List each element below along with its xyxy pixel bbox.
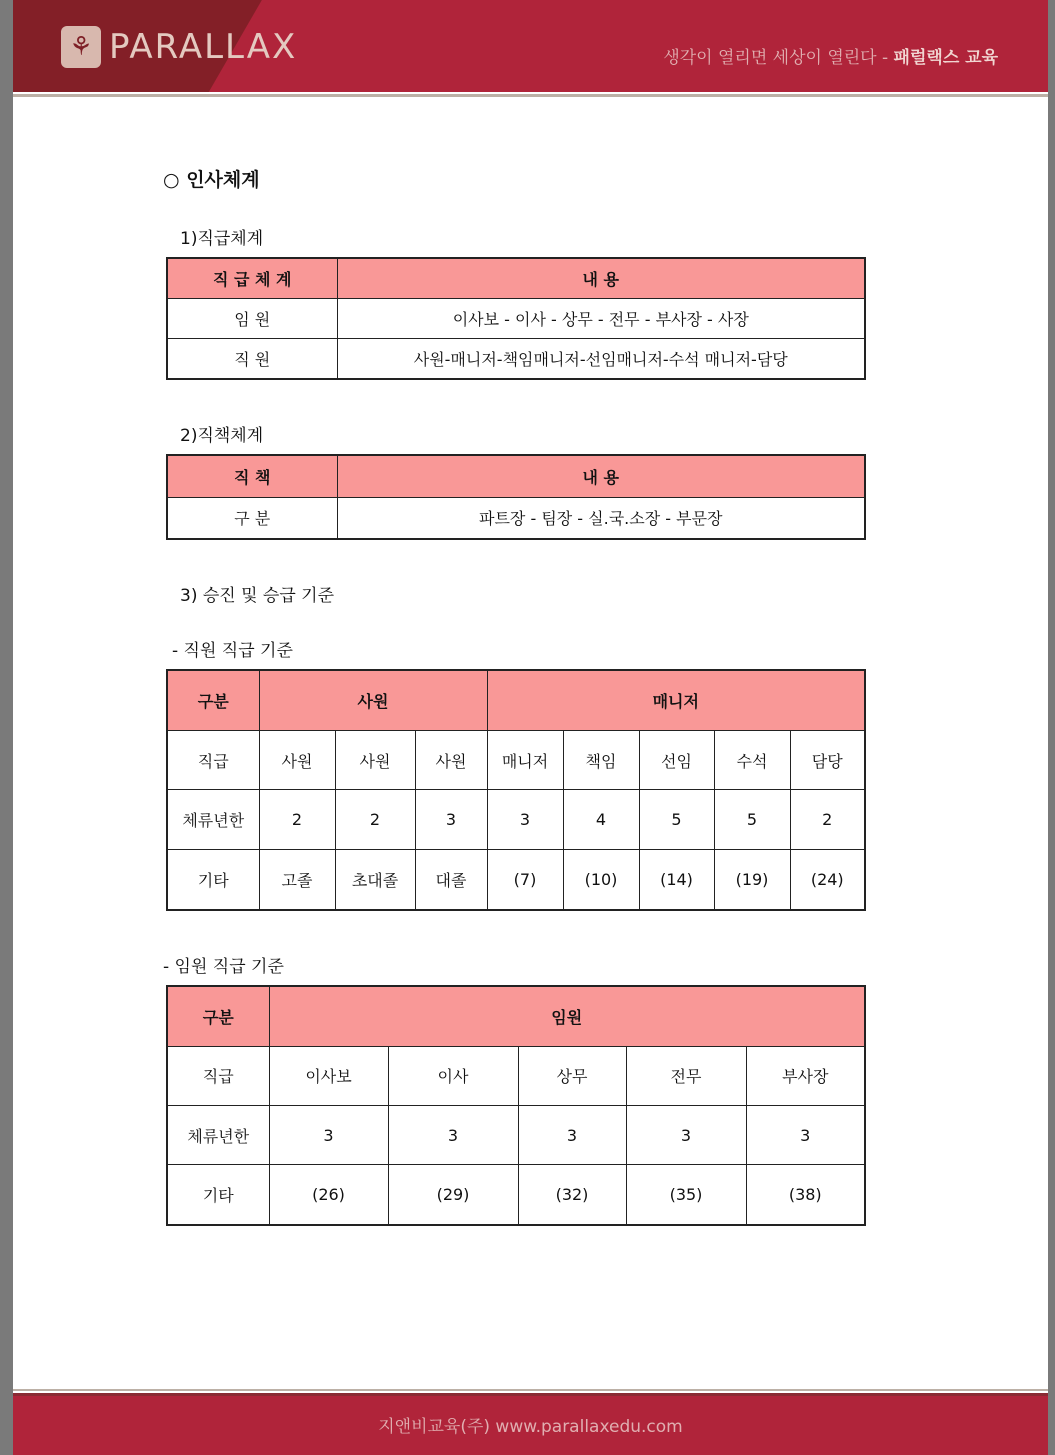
grade-system-heading: 1)직급체계	[180, 229, 264, 249]
header-cell: 사원	[259, 670, 487, 731]
header-cell: 직 급 체 계	[167, 258, 337, 299]
cell: 수석	[714, 731, 790, 790]
cell: 구 분	[167, 497, 337, 539]
cell: 사원	[415, 731, 487, 790]
cell: 사원-매니저-책임매니저-선임매니저-수석 매니저-담당	[337, 338, 865, 379]
cell: 기타	[167, 849, 259, 910]
cell: 3	[626, 1105, 746, 1164]
position-system-table	[166, 454, 866, 540]
table-row	[167, 1105, 865, 1164]
cell: 담당	[790, 731, 865, 790]
cell: 3	[746, 1105, 865, 1164]
table-header-row	[167, 986, 865, 1046]
cell: 5	[714, 790, 790, 849]
cell: 체류년한	[167, 1105, 269, 1164]
footer-text: 지앤비교육(주) www.parallaxedu.com	[378, 1417, 683, 1437]
cell: 선임	[639, 731, 714, 790]
cell: 직급	[167, 1046, 269, 1105]
staff-criteria-table	[166, 669, 866, 911]
table-row	[167, 497, 865, 539]
cell: (29)	[388, 1165, 518, 1225]
cell: 고졸	[259, 849, 335, 910]
header-divider	[13, 94, 1048, 97]
cell: 사원	[335, 731, 415, 790]
cell: 2	[335, 790, 415, 849]
position-system-heading: 2)직책체계	[180, 426, 264, 446]
table-row	[167, 1046, 865, 1105]
cell: 3	[487, 790, 563, 849]
cell: 이사보 - 이사 - 상무 - 전무 - 부사장 - 사장	[337, 299, 865, 339]
header-cell: 구분	[167, 670, 259, 731]
cell: 사원	[259, 731, 335, 790]
logo-figure-icon: ⚘	[61, 26, 101, 68]
header-banner	[13, 0, 1048, 92]
staff-criteria-heading: - 직원 직급 기준	[172, 641, 293, 661]
cell: 초대졸	[335, 849, 415, 910]
cell: 직 원	[167, 338, 337, 379]
footer-banner	[13, 1393, 1048, 1455]
parallax-logo	[61, 26, 297, 68]
cell: 직급	[167, 731, 259, 790]
grade-system-table	[166, 257, 866, 380]
table-row	[167, 790, 865, 849]
cell: 이사보	[269, 1046, 388, 1105]
slogan-text: 생각이 열리면 세상이 열린다 -	[663, 48, 889, 68]
cell: 전무	[626, 1046, 746, 1105]
exec-criteria-heading: - 임원 직급 기준	[163, 957, 284, 977]
exec-criteria-table	[166, 985, 866, 1226]
cell: 3	[269, 1105, 388, 1164]
cell: 이사	[388, 1046, 518, 1105]
cell: 상무	[518, 1046, 626, 1105]
header-cell: 내 용	[337, 455, 865, 497]
header-cell: 구분	[167, 986, 269, 1046]
table-header-row	[167, 670, 865, 731]
cell: 기타	[167, 1165, 269, 1225]
cell: 3	[415, 790, 487, 849]
cell: 3	[388, 1105, 518, 1164]
cell: 대졸	[415, 849, 487, 910]
table-row	[167, 338, 865, 379]
cell: (38)	[746, 1165, 865, 1225]
cell: 2	[790, 790, 865, 849]
cell: 매니저	[487, 731, 563, 790]
table-row	[167, 1165, 865, 1225]
cell: 5	[639, 790, 714, 849]
header-cell: 내 용	[337, 258, 865, 299]
cell: 부사장	[746, 1046, 865, 1105]
promotion-heading: 3) 승진 및 승급 기준	[180, 586, 335, 606]
cell: 체류년한	[167, 790, 259, 849]
cell: 4	[563, 790, 639, 849]
section-title: ○ 인사체계	[163, 169, 260, 191]
cell: (26)	[269, 1165, 388, 1225]
cell: (10)	[563, 849, 639, 910]
table-row	[167, 849, 865, 910]
cell: (35)	[626, 1165, 746, 1225]
table-header-row	[167, 258, 865, 299]
table-row	[167, 731, 865, 790]
cell: (14)	[639, 849, 714, 910]
table-row	[167, 299, 865, 339]
table-header-row	[167, 455, 865, 497]
cell: 파트장 - 팀장 - 실.국.소장 - 부문장	[337, 497, 865, 539]
slogan	[663, 43, 998, 68]
cell: 임 원	[167, 299, 337, 339]
cell: (7)	[487, 849, 563, 910]
cell: (32)	[518, 1165, 626, 1225]
cell: (19)	[714, 849, 790, 910]
brand-name: 패럴랙스 교육	[893, 48, 998, 68]
cell: 2	[259, 790, 335, 849]
header-cell: 직 책	[167, 455, 337, 497]
cell: (24)	[790, 849, 865, 910]
footer-divider	[13, 1389, 1048, 1391]
header-cell: 임원	[269, 986, 865, 1046]
header-cell: 매니저	[487, 670, 865, 731]
cell: 3	[518, 1105, 626, 1164]
logo-text: PARALLAX	[109, 27, 298, 67]
cell: 책임	[563, 731, 639, 790]
